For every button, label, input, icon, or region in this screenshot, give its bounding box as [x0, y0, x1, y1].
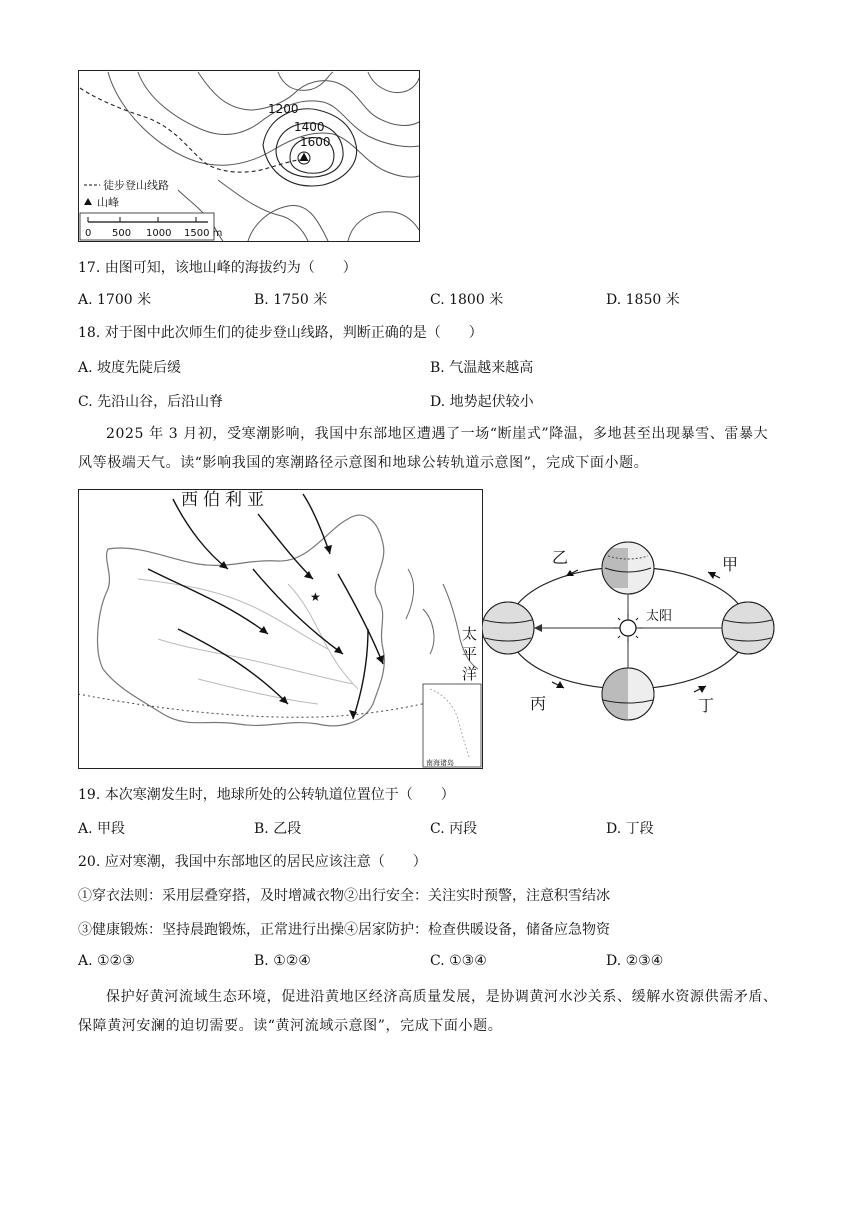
pacific-label-3: 洋	[462, 665, 478, 683]
legend-route-label: 徒步登山线路	[103, 179, 169, 192]
orbit-figure	[482, 528, 782, 724]
earth-left	[482, 602, 534, 654]
cold-wave-map	[78, 489, 483, 769]
q19-option-a[interactable]: A. 甲段	[78, 821, 126, 837]
segment-ding-label: 丁	[698, 696, 715, 715]
q17-option-b[interactable]: B. 1750 米	[254, 292, 328, 308]
segment-jia-label: 甲	[722, 555, 739, 574]
q20-option-a[interactable]: A. ①②③	[78, 953, 135, 969]
q19-option-c[interactable]: C. 丙段	[430, 821, 478, 837]
passage-yellow-river: 保护好黄河流域生态环境，促进沿黄地区经济高质量发展，是协调黄河水沙关系、缓解水资源供需矛盾、保障黄河安澜的迫切需要。读“黄河流域示意图”，完成下面小题。	[78, 989, 778, 1034]
contour-label: 1200	[268, 102, 299, 116]
q18-option-d[interactable]: D. 地势起伏较小	[430, 394, 534, 410]
q19-option-d[interactable]: D. 丁段	[606, 821, 654, 837]
contour-figure	[78, 70, 420, 242]
south-china-sea-inset	[423, 684, 481, 767]
scale-tick: 1000	[146, 228, 172, 239]
q20-option-b[interactable]: B. ①②④	[254, 953, 311, 969]
sun-icon	[620, 620, 636, 636]
question-19-stem: 19. 本次寒潮发生时，地球所处的公转轨道位置位于（ ）	[78, 787, 455, 803]
q20-statements-line1: ①穿衣法则：采用层叠穿搭，及时增减衣物②出行安全：关注实时预警，注意积雪结冰	[78, 888, 610, 904]
legend-peak-label: 山峰	[97, 196, 119, 209]
q18-option-a[interactable]: A. 坡度先陡后缓	[78, 360, 182, 376]
question-18-stem: 18. 对于图中此次师生们的徒步登山线路，判断正确的是（ ）	[78, 325, 483, 341]
q18-option-c[interactable]: C. 先沿山谷，后沿山脊	[78, 394, 224, 410]
q18-option-b[interactable]: B. 气温越来越高	[430, 360, 534, 376]
q17-option-a[interactable]: A. 1700 米	[78, 292, 152, 308]
question-17-stem: 17. 由图可知，该地山峰的海拔约为（ ）	[78, 260, 357, 276]
pacific-label-1: 太	[462, 625, 478, 643]
q17-option-c[interactable]: C. 1800 米	[430, 292, 504, 308]
question-20-stem: 20. 应对寒潮，我国中东部地区的居民应该注意（ ）	[78, 854, 427, 870]
q20-option-c[interactable]: C. ①③④	[430, 953, 487, 969]
cold-wave-figure	[78, 489, 483, 769]
passage-cold-wave: 2025 年 3 月初，受寒潮影响，我国中东部地区遭遇了一场“断崖式”降温，多地甚至出现暴雪、雷暴大风等极端天气。读“影响我国的寒潮路径示意图和地球公转轨道示意图”，完成下面小题。	[78, 426, 769, 471]
contour-label: 1600	[300, 135, 331, 149]
earth-right	[722, 602, 774, 654]
siberia-label: 西伯利亚	[181, 490, 269, 510]
topographic-map	[78, 70, 420, 242]
contour-label: 1400	[294, 120, 325, 134]
scale-tick: 1500 m	[184, 228, 223, 239]
scale-tick: 0	[85, 228, 92, 239]
beijing-star-icon: ★	[310, 590, 321, 604]
q19-option-b[interactable]: B. 乙段	[254, 821, 302, 837]
q20-statements-line2: ③健康锻炼：坚持晨跑锻炼，正常进行出操④居家防护：检查供暖设备，储备应急物资	[78, 922, 610, 938]
q17-option-d[interactable]: D. 1850 米	[606, 292, 680, 308]
q20-option-d[interactable]: D. ②③④	[606, 953, 664, 969]
orbit-diagram	[482, 528, 782, 724]
earth-bottom	[602, 668, 654, 720]
earth-top	[602, 542, 654, 594]
segment-bing-label: 丙	[530, 694, 547, 713]
segment-yi-label: 乙	[552, 548, 569, 567]
scale-tick: 500	[112, 228, 132, 239]
sun-label: 太阳	[646, 609, 673, 624]
pacific-label-2: 平	[462, 645, 478, 663]
inset-label: 南海诸岛	[426, 759, 454, 767]
